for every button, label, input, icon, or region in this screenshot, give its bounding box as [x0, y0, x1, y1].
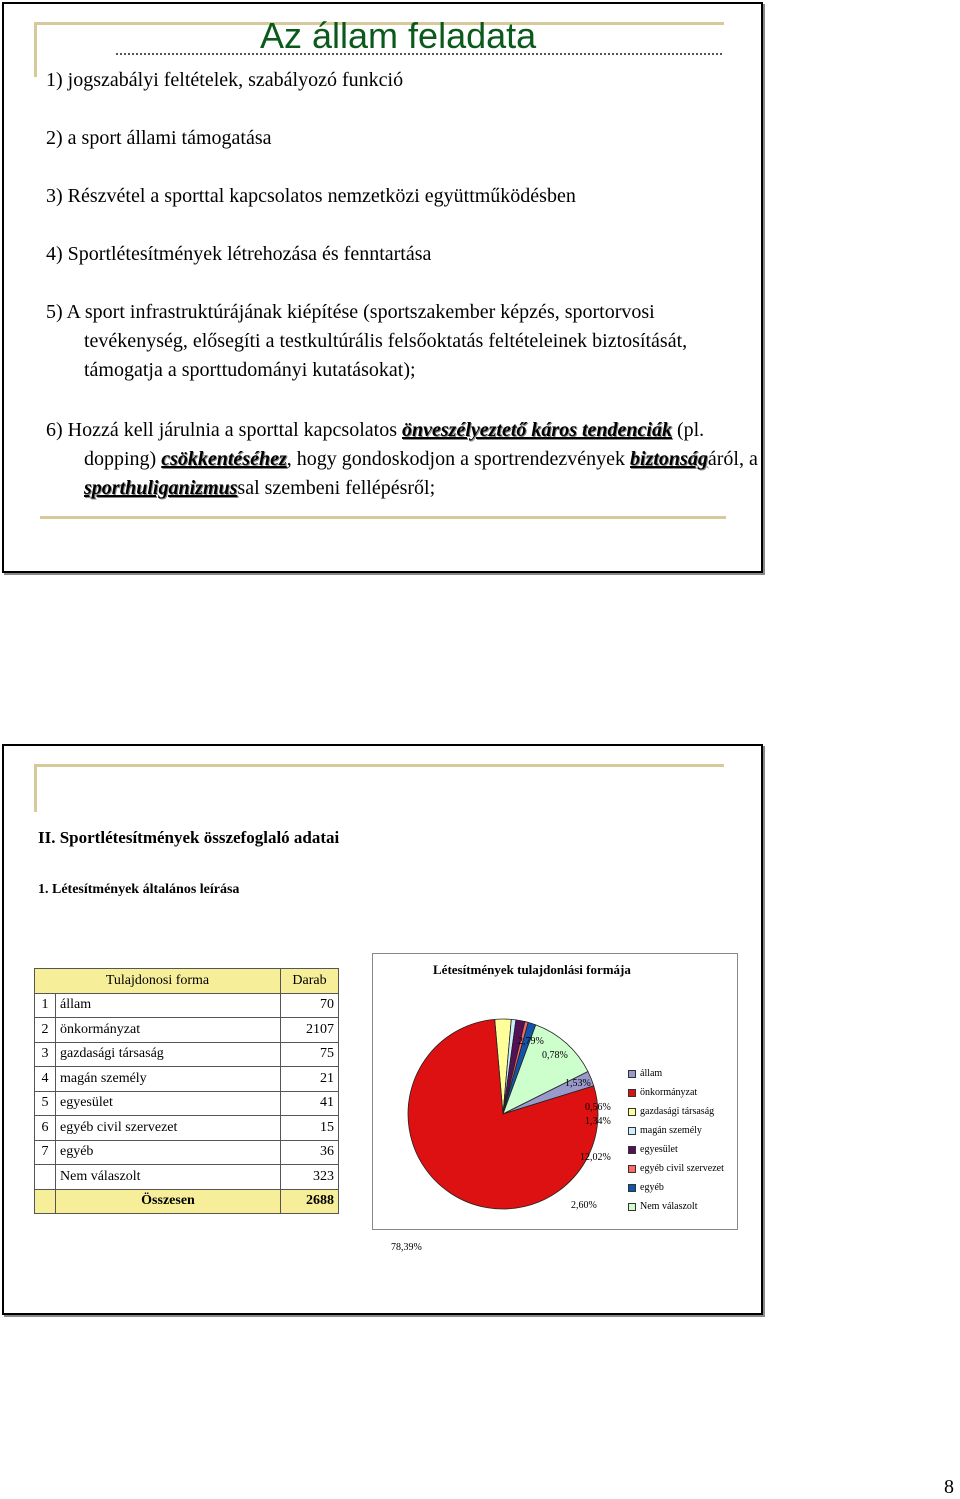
row-value: 36 [281, 1140, 339, 1165]
table-row [35, 993, 339, 1018]
row-label: Nem válaszolt [56, 1165, 281, 1190]
list-item-1: 1) jogszabályi feltételek, szabályozó funkció [46, 69, 404, 91]
legend-label: gazdasági társaság [640, 1106, 715, 1117]
slide-1 [2, 2, 763, 573]
legend-swatch [628, 1108, 636, 1116]
item6-text-2: (pl. dopping) [84, 419, 705, 470]
legend-item [628, 1178, 724, 1197]
item6-text-5: sal szembeni fellépésről; [237, 477, 436, 499]
decor-line-left [34, 764, 37, 812]
slide-title: Az állam feladata [260, 15, 537, 56]
item6-emphasis-2: csökkentéséhez [161, 448, 287, 470]
legend-swatch [628, 1184, 636, 1192]
row-number: 3 [35, 1042, 56, 1067]
table-row [35, 1091, 339, 1116]
table-total-row [35, 1189, 339, 1214]
pct-label-nem-valaszolt: 12,02% [580, 1152, 611, 1163]
pie-chart [372, 953, 738, 1253]
legend-item [628, 1102, 724, 1121]
row-value: 75 [281, 1042, 339, 1067]
ownership-table [34, 968, 339, 1214]
legend-swatch [628, 1089, 636, 1097]
table-row [35, 1165, 339, 1190]
legend-item [628, 1140, 724, 1159]
row-number: 5 [35, 1091, 56, 1116]
pct-label-egyeb: 1,34% [585, 1116, 611, 1127]
row-value: 2107 [281, 1018, 339, 1043]
row-label: egyéb civil szervezet [56, 1116, 281, 1141]
decor-line-left [34, 22, 37, 77]
list-item-6-text [46, 416, 762, 503]
row-number: 7 [35, 1140, 56, 1165]
legend-label: magán személy [640, 1125, 702, 1136]
table-row [35, 1140, 339, 1165]
legend-label: egyéb civil szervezet [640, 1163, 724, 1174]
pct-label-civil: 0,56% [585, 1102, 611, 1113]
table-row [35, 1042, 339, 1067]
legend-label: egyesület [640, 1144, 678, 1155]
row-label: egyesület [56, 1091, 281, 1116]
pct-label-allam: 2,60% [571, 1200, 597, 1211]
item6-text-4: áról, a [707, 448, 758, 470]
list-item-4: 4) Sportlétesítmények létrehozása és fenntartása [46, 243, 432, 265]
legend-item [628, 1064, 724, 1083]
total-label: Összesen [56, 1189, 281, 1214]
list-item-6 [46, 416, 762, 503]
row-number [35, 1165, 56, 1190]
section-heading: II. Sportlétesítmények összefoglaló adatai [38, 828, 340, 847]
row-value: 21 [281, 1067, 339, 1092]
row-label: állam [56, 993, 281, 1018]
page-number: 8 [944, 1476, 954, 1498]
legend-item [628, 1121, 724, 1140]
row-label: gazdasági társaság [56, 1042, 281, 1067]
row-number: 1 [35, 993, 56, 1018]
row-value: 15 [281, 1116, 339, 1141]
legend-swatch [628, 1146, 636, 1154]
row-value: 41 [281, 1091, 339, 1116]
row-number: 2 [35, 1018, 56, 1043]
title-rule [116, 53, 722, 55]
legend-label: önkormányzat [640, 1087, 698, 1098]
item6-emphasis-4: sporthuliganizmus [84, 477, 238, 499]
item6-text-1: 6) Hozzá kell járulnia a sporttal kapcsolatos [46, 419, 402, 441]
pct-label-gazdasagi: 2,79% [518, 1036, 544, 1047]
row-value: 323 [281, 1165, 339, 1190]
col-header-label: Tulajdonosi forma [35, 969, 281, 994]
total-value: 2688 [281, 1189, 339, 1214]
list-item-5 [46, 298, 762, 385]
decor-line-top [34, 764, 724, 767]
item6-emphasis-3: biztonság [630, 448, 708, 470]
list-item-2: 2) a sport állami támogatása [46, 127, 272, 149]
table-row [35, 1018, 339, 1043]
decor-line-bottom [40, 516, 726, 519]
pct-label-egyesulet: 1,53% [565, 1078, 591, 1089]
row-value: 70 [281, 993, 339, 1018]
row-number: 4 [35, 1067, 56, 1092]
legend-item [628, 1159, 724, 1178]
legend-item [628, 1197, 724, 1216]
legend-label: állam [640, 1068, 663, 1079]
legend-label: egyéb [640, 1182, 664, 1193]
row-number: 6 [35, 1116, 56, 1141]
pct-label-onkormanyzat: 78,39% [391, 1242, 422, 1253]
col-header-value: Darab [281, 969, 339, 994]
row-label: magán személy [56, 1067, 281, 1092]
chart-legend [628, 1064, 724, 1216]
legend-swatch [628, 1127, 636, 1135]
list-item-5-text: 5) A sport infrastruktúrájának kiépítése (sportszakember képzés, sportorvosi tevékenység, elősegíti a testkultúrális felsőoktatás feltételeinek biztosítását, támogatja a sporttudományi kutatásokat); [46, 301, 688, 381]
chart-title: Létesítmények tulajdonlási formája [433, 962, 631, 977]
legend-swatch [628, 1070, 636, 1078]
row-label: önkormányzat [56, 1018, 281, 1043]
legend-item [628, 1083, 724, 1102]
legend-swatch [628, 1203, 636, 1211]
legend-swatch [628, 1165, 636, 1173]
slide-2 [2, 744, 763, 1315]
table-row [35, 1067, 339, 1092]
item6-text-3: , hogy gondoskodjon a sportrendezvények [286, 448, 631, 470]
legend-label: Nem válaszolt [640, 1201, 698, 1212]
row-label: egyéb [56, 1140, 281, 1165]
item6-emphasis-1: önveszélyeztető káros tendenciák [402, 419, 672, 441]
row-number [35, 1189, 56, 1214]
table-row [35, 1116, 339, 1141]
list-item-3: 3) Részvétel a sporttal kapcsolatos nemzetközi együttműködésben [46, 185, 576, 207]
table-header-row [35, 969, 339, 994]
subsection-heading: 1. Létesítmények általános leírása [38, 882, 240, 897]
pct-label-magan: 0,78% [542, 1050, 568, 1061]
